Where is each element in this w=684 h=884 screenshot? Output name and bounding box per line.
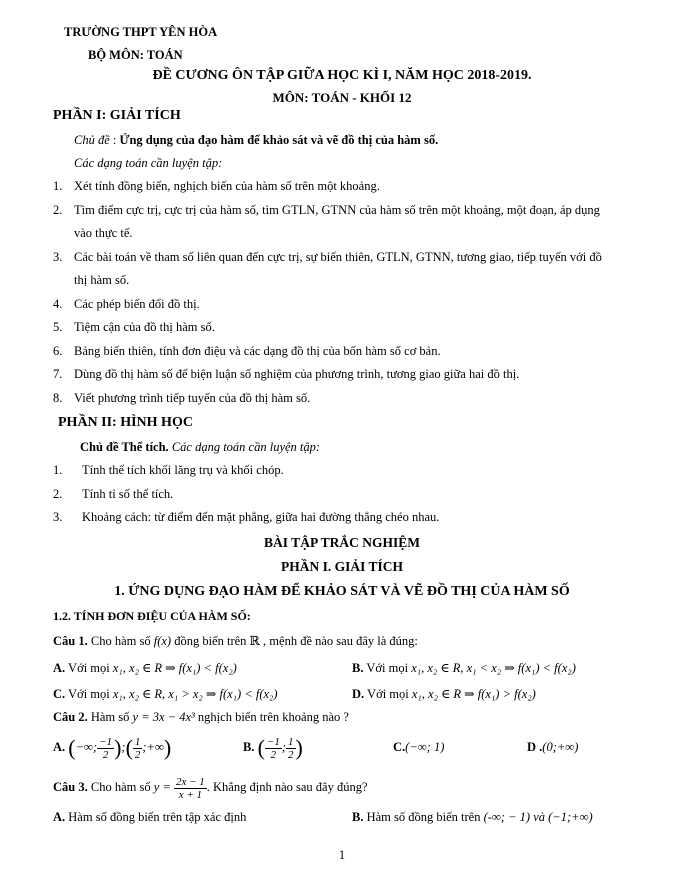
item-number: 3. (53, 250, 63, 264)
question-label: Câu 2. (53, 710, 88, 724)
fraction (174, 776, 207, 801)
option-text: Hàm số đồng biến trên tập xác định (65, 810, 247, 824)
math-expression: x₁, x₂ ∈ R, x₁ < x₂ ⇒ f(x₁) < f(x₂) (411, 661, 576, 675)
item-continuation: thị hàm số. (74, 273, 130, 287)
option-label: A. (53, 661, 66, 675)
q2-option-a[interactable] (53, 733, 171, 762)
item-number: 4. (53, 297, 63, 311)
option-label: C. (53, 687, 66, 701)
item-text: Dùng đồ thị hàm số để biện luận số nghiệm của phương trình, tương giao giữa hai đồ thị. (74, 367, 520, 381)
q1-option-c[interactable] (53, 686, 278, 702)
q1-option-a[interactable] (53, 660, 237, 676)
question-text: đồng biến trên ℝ , mệnh đề nào sau đây là đúng: (171, 634, 418, 648)
q2-option-b[interactable] (243, 733, 303, 762)
item-number: 3. (53, 510, 63, 524)
item-text: Các phép biến đổi đồ thị. (74, 297, 200, 311)
question-text: nghịch biến trên khoảng nào ? (194, 710, 349, 724)
question-label: Câu 1. (53, 634, 88, 648)
option-label: B. (243, 740, 255, 754)
math-expression: (−∞; $\frac{-1}{2}$ );( $\frac{1}{2}$ ;+∞) (68, 735, 172, 761)
question-text: . Khẳng định nào sau đây đúng? (206, 780, 368, 794)
item-number: 7. (53, 367, 63, 381)
item-text: Tiệm cận của đồ thị hàm số. (74, 320, 215, 334)
question-text: Hàm số (87, 710, 133, 724)
item-number: 1. (53, 463, 63, 477)
item-continuation: vào thực tế. (74, 226, 133, 240)
item-text: Bảng biến thiên, tính đơn điệu và các dạng đồ thị của bốn hàm số cơ bản. (74, 344, 441, 358)
item-number: 2. (53, 487, 63, 501)
question-3 (53, 774, 368, 801)
q1-option-d[interactable] (352, 686, 536, 702)
item-text: Các bài toán về tham số liên quan đến cực trị, sự biến thiên, GTLN, GTNN, tương giao, tiếp tuyến với đồ (74, 250, 602, 264)
item-text: Tính tỉ số thể tích. (82, 487, 174, 501)
item-number: 2. (53, 203, 63, 217)
question-label: Câu 3. (53, 780, 88, 794)
item-text: Xét tính đồng biến, nghịch biến của hàm số trên một khoảng. (74, 179, 380, 193)
part1-topic-sep: : (109, 133, 120, 147)
option-label: D. (352, 687, 365, 701)
option-text: Hàm số đồng biến trên (363, 810, 484, 824)
part1-topic-prefix: Chủ đề (74, 133, 110, 147)
math-expression: (−∞; 1) (405, 740, 445, 754)
part2-heading: PHẦN II: HÌNH HỌC (58, 415, 193, 430)
q3-option-a[interactable] (53, 810, 246, 825)
part1-heading: PHẦN I: GIẢI TÍCH (53, 108, 181, 123)
math-expression: y = (153, 780, 171, 794)
part1-topic-text: Ứng dụng của đạo hàm để khảo sát và vẽ đồ thị của hàm số. (119, 133, 439, 147)
item-text: Khoảng cách: từ điểm đến mặt phẳng, giữa hai đường thẳng chéo nhau. (82, 510, 440, 524)
option-text: Với mọi (363, 661, 412, 675)
part2-topic (80, 440, 320, 455)
option-label: B. (352, 810, 364, 824)
item-text: Viết phương trình tiếp tuyến của đồ thị hàm số. (74, 391, 311, 405)
option-label: A. (53, 810, 66, 824)
option-label: A. (53, 740, 66, 754)
department: BỘ MÔN: TOÁN (88, 48, 183, 62)
item-text: Tính thể tích khối lăng trụ và khối chóp. (82, 463, 284, 477)
math-expression: x₁, x₂ ∈ R ⇒ f(x₁) < f(x₂) (112, 661, 237, 675)
q3-option-b[interactable] (352, 810, 593, 825)
subsection-heading: 1.2. TÍNH ĐƠN ĐIỆU CỦA HÀM SỐ: (53, 609, 251, 623)
part1-types-label: Các dạng toán cần luyện tập: (74, 156, 223, 170)
question-text: Cho hàm số (87, 780, 154, 794)
option-text: Với mọi (364, 687, 412, 701)
school-name: TRƯỜNG THPT YÊN HÒA (64, 25, 218, 39)
option-label: B. (352, 661, 364, 675)
item-number: 1. (53, 179, 63, 193)
option-text: Với mọi (65, 687, 113, 701)
math-expression: ( $\frac{-1}{2}$ ; $\frac{1}{2}$ ) (257, 735, 303, 761)
option-text: Với mọi (65, 661, 113, 675)
q1-option-b[interactable] (352, 660, 576, 676)
q2-option-c[interactable] (393, 740, 444, 755)
exercises-heading: BÀI TẬP TRẮC NGHIỆM (264, 535, 420, 550)
option-label: D . (527, 740, 543, 754)
part2-topic-bold: Chủ đề Thể tích. (80, 440, 169, 454)
section-heading: 1. ỨNG DỤNG ĐẠO HÀM ĐỂ KHẢO SÁT VÀ VẼ ĐỒ THỊ CỦA HÀM SỐ (114, 584, 570, 599)
part2-topic-italic: Các dạng toán cần luyện tập: (168, 440, 321, 454)
fraction-numerator: 2x − 1 (175, 775, 205, 788)
part1-topic (74, 133, 438, 148)
question-1 (53, 633, 418, 649)
math-expression: f(x) (153, 634, 172, 648)
item-number: 6. (53, 344, 63, 358)
math-expression: (-∞; − 1) và (−1;+∞) (483, 810, 593, 824)
math-expression: (0;+∞) (542, 740, 579, 754)
option-label: C. (393, 740, 406, 754)
document-subtitle: MÔN: TOÁN - KHỐI 12 (272, 90, 412, 105)
q2-option-d[interactable] (527, 740, 578, 755)
math-expression: x₁, x₂ ∈ R ⇒ f(x₁) > f(x₂) (411, 687, 536, 701)
document-title: ĐỀ CƯƠNG ÔN TẬP GIỮA HỌC KÌ I, NĂM HỌC 2018-2019. (152, 68, 532, 83)
page-number: 1 (338, 848, 346, 862)
math-expression: y = 3x − 4x³ (132, 710, 195, 724)
question-2 (53, 710, 349, 725)
exercises-part-heading: PHẦN I. GIẢI TÍCH (280, 559, 404, 574)
item-text: Tìm điểm cực trị, cực trị của hàm số, tìm GTLN, GTNN của hàm số trên một khoảng, một đoạn, áp dụng (74, 203, 600, 217)
item-number: 8. (53, 391, 63, 405)
math-expression: x₁, x₂ ∈ R, x₁ > x₂ ⇒ f(x₁) < f(x₂) (112, 687, 278, 701)
item-number: 5. (53, 320, 63, 334)
fraction-denominator: x + 1 (178, 788, 203, 801)
question-text: Cho hàm số (87, 634, 154, 648)
